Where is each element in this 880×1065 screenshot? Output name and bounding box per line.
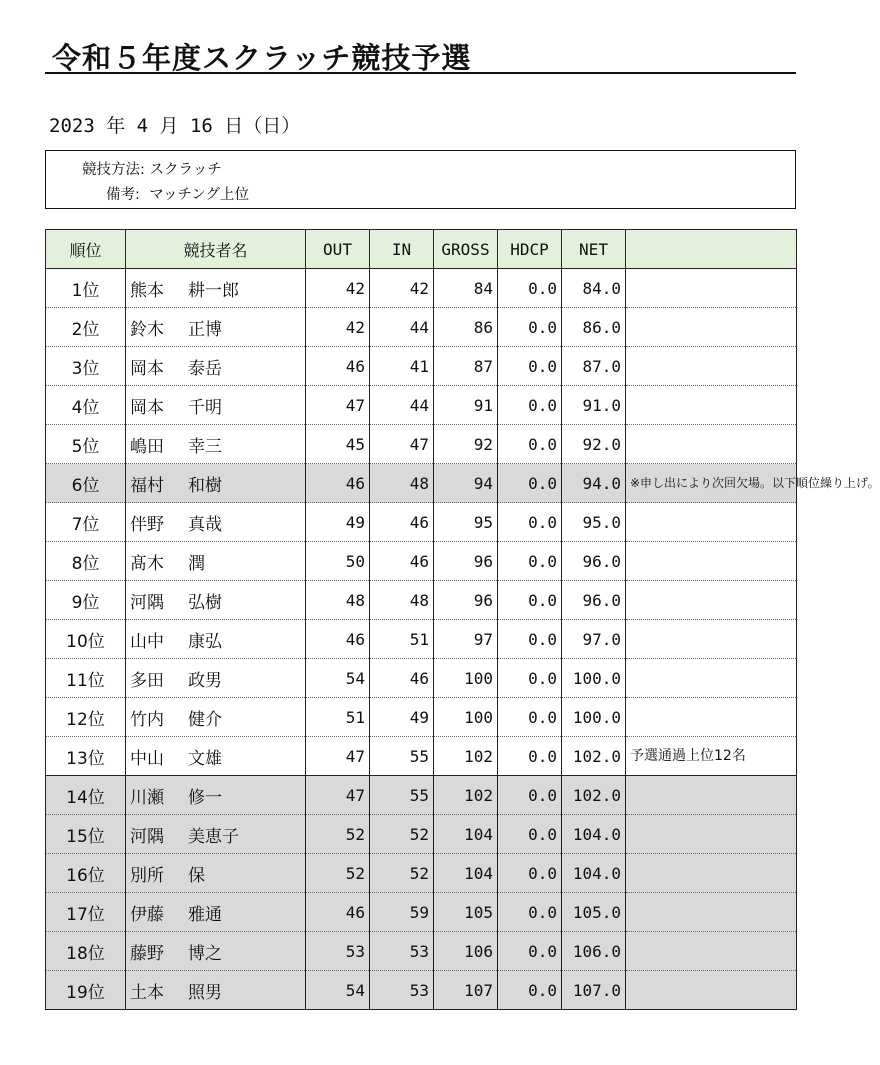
family-name: 土本 [130,982,164,1003]
player-name-cell [126,386,306,425]
in-score-cell: 55 [370,776,434,815]
net-score-cell: 94.0 [562,464,626,503]
given-name: 康弘 [188,631,222,652]
out-score-cell: 49 [306,503,370,542]
net-score-cell: 104.0 [562,815,626,854]
gross-score-cell: 102 [434,737,498,776]
given-name: 弘樹 [188,592,222,613]
header-hdcp: HDCP [498,230,562,269]
family-name: 伴野 [130,514,164,535]
gross-score-cell: 95 [434,503,498,542]
in-score-cell: 53 [370,971,434,1010]
net-score-cell: 100.0 [562,698,626,737]
family-name: 伊藤 [130,904,164,925]
gross-score-cell: 97 [434,620,498,659]
header-row [46,230,797,269]
table-row [46,776,797,815]
hdcp-cell: 0.0 [498,269,562,308]
hdcp-cell: 0.0 [498,425,562,464]
note-cell [626,971,797,1010]
header-in: IN [370,230,434,269]
note-cell [626,620,797,659]
family-name: 福村 [130,475,164,496]
given-name: 正博 [188,319,222,340]
rank-cell: 8位 [46,542,126,581]
family-name: 河隅 [130,592,164,613]
player-name-cell [126,503,306,542]
family-name: 鈴木 [130,319,164,340]
rank-cell: 16位 [46,854,126,893]
gross-score-cell: 106 [434,932,498,971]
in-score-cell: 59 [370,893,434,932]
player-name-cell [126,308,306,347]
note-cell [626,698,797,737]
player-name-cell [126,425,306,464]
hdcp-cell: 0.0 [498,776,562,815]
rank-cell: 5位 [46,425,126,464]
family-name: 山中 [130,631,164,652]
net-score-cell: 104.0 [562,854,626,893]
player-name-cell [126,854,306,893]
header-net: NET [562,230,626,269]
out-score-cell: 52 [306,815,370,854]
note-cell: ※申し出により次回欠場。以下順位繰り上げ。 [626,464,797,503]
info-box [45,150,796,209]
gross-score-cell: 107 [434,971,498,1010]
rank-cell: 14位 [46,776,126,815]
rank-cell: 1位 [46,269,126,308]
rank-cell: 7位 [46,503,126,542]
gross-score-cell: 100 [434,659,498,698]
out-score-cell: 42 [306,308,370,347]
table-row [46,893,797,932]
family-name: 河隅 [130,826,164,847]
family-name: 川瀬 [130,787,164,808]
table-row [46,854,797,893]
note-cell [626,425,797,464]
hdcp-cell: 0.0 [498,542,562,581]
table-row [46,971,797,1010]
hdcp-cell: 0.0 [498,347,562,386]
method-label: 競技方法: [82,162,145,178]
gross-score-cell: 91 [434,386,498,425]
table-row [46,815,797,854]
gross-score-cell: 102 [434,776,498,815]
out-score-cell: 46 [306,347,370,386]
given-name: 真哉 [188,514,222,535]
out-score-cell: 53 [306,932,370,971]
net-score-cell: 97.0 [562,620,626,659]
family-name: 熊本 [130,280,164,301]
table-row [46,698,797,737]
remarks-label: 備考: [106,187,140,203]
rank-cell: 19位 [46,971,126,1010]
rank-cell: 15位 [46,815,126,854]
gross-score-cell: 96 [434,581,498,620]
net-score-cell: 105.0 [562,893,626,932]
family-name: 髙木 [130,553,164,574]
note-cell [626,581,797,620]
given-name: 美恵子 [188,826,239,847]
out-score-cell: 46 [306,464,370,503]
gross-score-cell: 104 [434,854,498,893]
in-score-cell: 44 [370,386,434,425]
gross-score-cell: 104 [434,815,498,854]
given-name: 修一 [188,787,222,808]
rank-cell: 2位 [46,308,126,347]
net-score-cell: 96.0 [562,581,626,620]
out-score-cell: 52 [306,854,370,893]
out-score-cell: 46 [306,893,370,932]
hdcp-cell: 0.0 [498,581,562,620]
net-score-cell: 96.0 [562,542,626,581]
net-score-cell: 95.0 [562,503,626,542]
hdcp-cell: 0.0 [498,815,562,854]
table-row [46,581,797,620]
rank-cell: 17位 [46,893,126,932]
player-name-cell [126,932,306,971]
in-score-cell: 49 [370,698,434,737]
rank-cell: 6位 [46,464,126,503]
hdcp-cell: 0.0 [498,893,562,932]
gross-score-cell: 84 [434,269,498,308]
net-score-cell: 106.0 [562,932,626,971]
out-score-cell: 50 [306,542,370,581]
note-cell [626,893,797,932]
gross-score-cell: 100 [434,698,498,737]
table-row [46,503,797,542]
out-score-cell: 45 [306,425,370,464]
out-score-cell: 51 [306,698,370,737]
table-row [46,308,797,347]
out-score-cell: 46 [306,620,370,659]
results-table [45,229,880,1010]
hdcp-cell: 0.0 [498,620,562,659]
table-row [46,932,797,971]
out-score-cell: 42 [306,269,370,308]
given-name: 泰岳 [188,358,222,379]
remarks-value: マッチング上位 [149,187,250,203]
rank-cell: 3位 [46,347,126,386]
note-cell: 予選通過上位12名 [626,737,797,776]
net-score-cell: 91.0 [562,386,626,425]
table-row [46,464,797,503]
net-score-cell: 107.0 [562,971,626,1010]
note-cell [626,503,797,542]
player-name-cell [126,464,306,503]
rank-cell: 11位 [46,659,126,698]
given-name: 照男 [188,982,222,1003]
note-cell [626,854,797,893]
out-score-cell: 54 [306,659,370,698]
hdcp-cell: 0.0 [498,308,562,347]
in-score-cell: 46 [370,503,434,542]
in-score-cell: 55 [370,737,434,776]
note-cell [626,776,797,815]
player-name-cell [126,893,306,932]
table-row [46,269,797,308]
family-name: 岡本 [130,358,164,379]
net-score-cell: 92.0 [562,425,626,464]
net-score-cell: 102.0 [562,776,626,815]
gross-score-cell: 94 [434,464,498,503]
in-score-cell: 48 [370,464,434,503]
header-rank: 順位 [46,230,126,269]
note-cell [626,542,797,581]
player-name-cell [126,776,306,815]
out-score-cell: 47 [306,737,370,776]
in-score-cell: 41 [370,347,434,386]
given-name: 和樹 [188,475,222,496]
player-name-cell [126,269,306,308]
remarks-line [106,183,249,204]
header-notes [626,230,797,269]
player-name-cell [126,542,306,581]
given-name: 潤 [188,553,205,574]
in-score-cell: 52 [370,815,434,854]
note-cell [626,815,797,854]
method-value: スクラッチ [149,162,222,178]
net-score-cell: 87.0 [562,347,626,386]
given-name: 政男 [188,670,222,691]
header-player-name: 競技者名 [126,230,306,269]
in-score-cell: 53 [370,932,434,971]
in-score-cell: 42 [370,269,434,308]
rank-cell: 13位 [46,737,126,776]
note-cell [626,347,797,386]
table-row [46,542,797,581]
given-name: 健介 [188,709,222,730]
family-name: 藤野 [130,943,164,964]
hdcp-cell: 0.0 [498,737,562,776]
table-row [46,737,797,776]
note-cell [626,659,797,698]
out-score-cell: 47 [306,776,370,815]
given-name: 雅通 [188,904,222,925]
gross-score-cell: 105 [434,893,498,932]
hdcp-cell: 0.0 [498,854,562,893]
note-cell [626,308,797,347]
in-score-cell: 44 [370,308,434,347]
note-cell [626,386,797,425]
table-row [46,620,797,659]
in-score-cell: 48 [370,581,434,620]
player-name-cell [126,971,306,1010]
player-name-cell [126,347,306,386]
given-name: 耕一郎 [188,280,239,301]
player-name-cell [126,698,306,737]
family-name: 竹内 [130,709,164,730]
hdcp-cell: 0.0 [498,659,562,698]
given-name: 千明 [188,397,222,418]
in-score-cell: 52 [370,854,434,893]
rank-cell: 9位 [46,581,126,620]
hdcp-cell: 0.0 [498,698,562,737]
out-score-cell: 54 [306,971,370,1010]
table-row [46,386,797,425]
in-score-cell: 46 [370,542,434,581]
net-score-cell: 100.0 [562,659,626,698]
rank-cell: 4位 [46,386,126,425]
event-date: 2023 年 4 月 16 日（日） [49,115,301,137]
family-name: 別所 [130,865,164,886]
table-row [46,425,797,464]
family-name: 岡本 [130,397,164,418]
out-score-cell: 47 [306,386,370,425]
in-score-cell: 51 [370,620,434,659]
net-score-cell: 102.0 [562,737,626,776]
page-title: 令和５年度スクラッチ競技予選 [52,41,472,75]
hdcp-cell: 0.0 [498,464,562,503]
player-name-cell [126,659,306,698]
in-score-cell: 46 [370,659,434,698]
rank-cell: 18位 [46,932,126,971]
player-name-cell [126,737,306,776]
player-name-cell [126,581,306,620]
note-cell [626,932,797,971]
rank-cell: 10位 [46,620,126,659]
hdcp-cell: 0.0 [498,971,562,1010]
hdcp-cell: 0.0 [498,503,562,542]
in-score-cell: 47 [370,425,434,464]
given-name: 幸三 [188,436,222,457]
out-score-cell: 48 [306,581,370,620]
family-name: 中山 [130,748,164,769]
table-row [46,659,797,698]
rank-cell: 12位 [46,698,126,737]
title-underline [45,72,796,74]
family-name: 多田 [130,670,164,691]
gross-score-cell: 87 [434,347,498,386]
hdcp-cell: 0.0 [498,932,562,971]
net-score-cell: 84.0 [562,269,626,308]
given-name: 文雄 [188,748,222,769]
header-gross: GROSS [434,230,498,269]
player-name-cell [126,815,306,854]
net-score-cell: 86.0 [562,308,626,347]
method-line [82,158,222,179]
hdcp-cell: 0.0 [498,386,562,425]
gross-score-cell: 92 [434,425,498,464]
note-cell [626,269,797,308]
gross-score-cell: 96 [434,542,498,581]
given-name: 保 [188,865,205,886]
player-name-cell [126,620,306,659]
family-name: 嶋田 [130,436,164,457]
table-row [46,347,797,386]
header-out: OUT [306,230,370,269]
given-name: 博之 [188,943,222,964]
gross-score-cell: 86 [434,308,498,347]
